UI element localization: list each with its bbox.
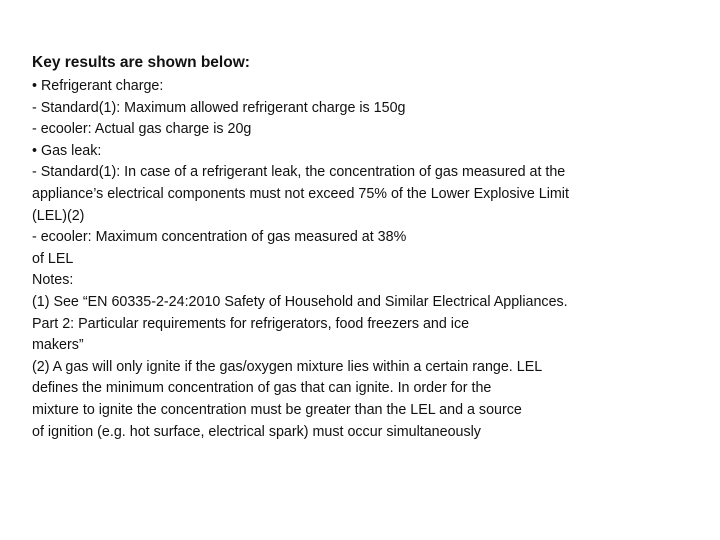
ecooler-leak-result-line-1: - ecooler: Maximum concentration of gas measured at 38% — [32, 229, 407, 246]
document-body — [32, 52, 692, 443]
note-1-line-1: (1) See “EN 60335-2-24:2010 Safety of Household and Similar Electrical Appliances. — [32, 293, 568, 310]
notes-label: Notes: — [32, 272, 74, 289]
ecooler-actual-charge: - ecooler: Actual gas charge is 20g — [32, 121, 252, 138]
standard-charge-limit: - Standard(1): Maximum allowed refrigerant charge is 150g — [32, 99, 406, 116]
note-2-line-2: defines the minimum concentration of gas that can ignite. In order for the — [32, 380, 492, 397]
note-2-line-3: mixture to ignite the concentration must be greater than the LEL and a source — [32, 401, 522, 418]
standard-leak-requirement-line-3: (LEL)(2) — [32, 207, 85, 224]
standard-leak-requirement-line-1: - Standard(1): In case of a refrigerant leak, the concentration of gas measured at the — [32, 164, 566, 181]
standard-leak-requirement-line-2: appliance’s electrical components must not exceed 75% of the Lower Explosive Limit — [32, 185, 569, 202]
note-1-line-2: Part 2: Particular requirements for refrigerators, food freezers and ice — [32, 315, 470, 332]
ecooler-leak-result-line-2: of LEL — [32, 250, 74, 267]
bullet-gas-leak: • Gas leak: — [32, 142, 102, 159]
note-1-line-3: makers” — [32, 337, 84, 354]
section-heading: Key results are shown below: — [32, 54, 250, 71]
note-2-line-4: of ignition (e.g. hot surface, electrical spark) must occur simultaneously — [32, 423, 481, 440]
note-2-line-1: (2) A gas will only ignite if the gas/oxygen mixture lies within a certain range. LEL — [32, 358, 543, 375]
bullet-refrigerant-charge: • Refrigerant charge: — [32, 78, 164, 94]
